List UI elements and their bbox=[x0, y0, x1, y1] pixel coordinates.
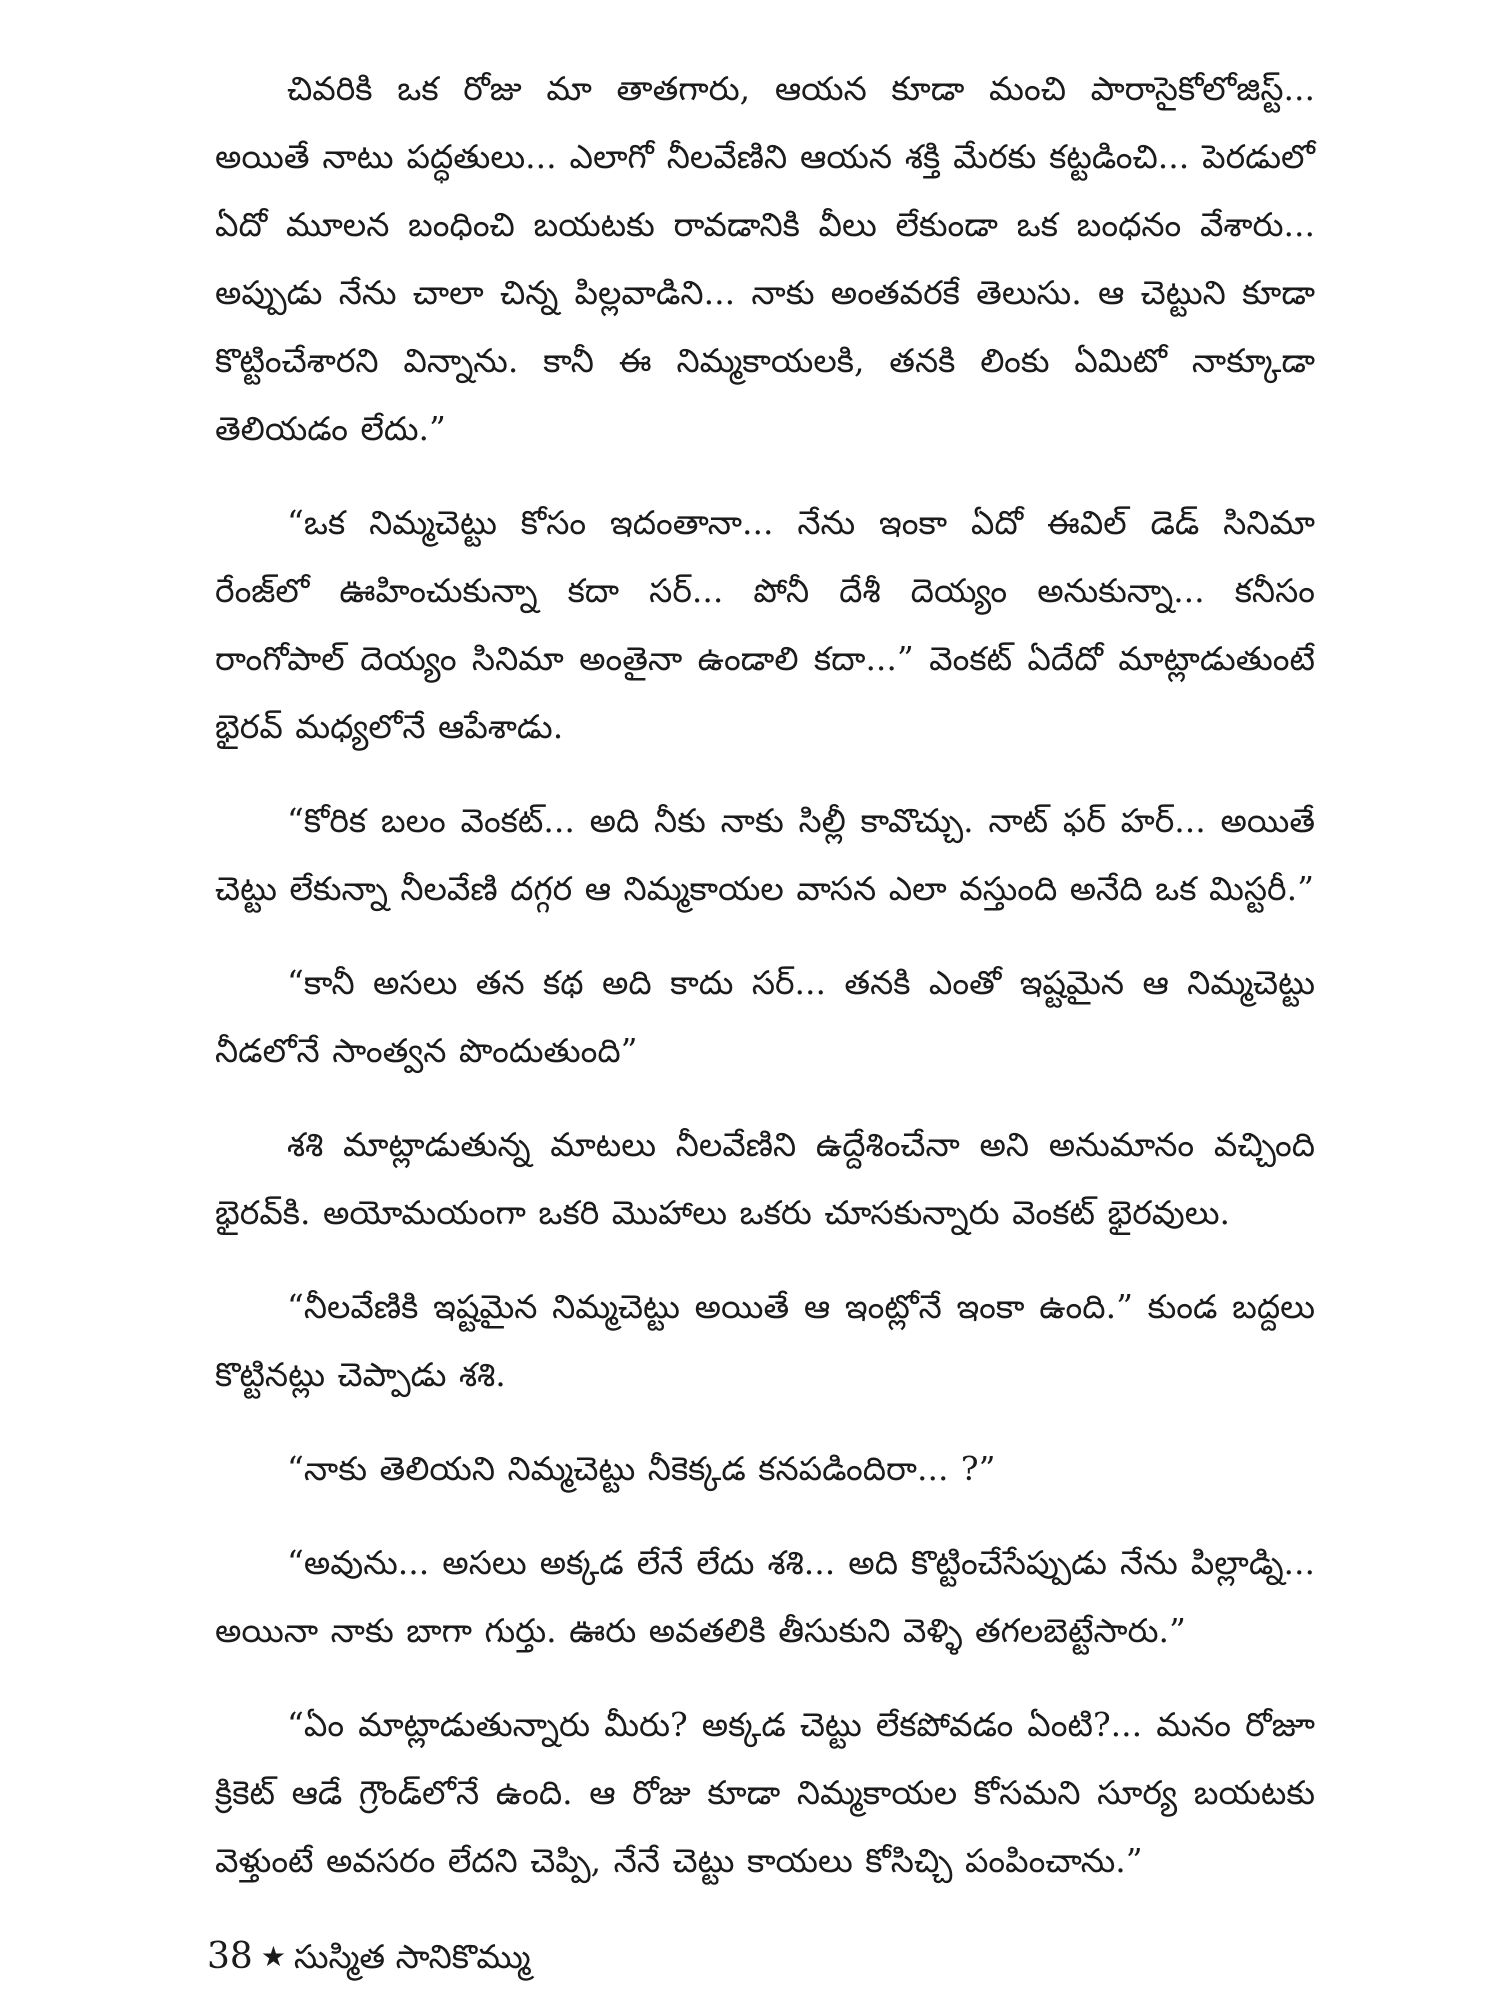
paragraph: “ఒక నిమ్మచెట్టు కోసం ఇదంతానా... నేను ఇంకా ఏదో ఈవిల్ డెడ్ సినిమా రేంజ్‌లో ఊహించుకున్నా కదా సర్... పోనీ దేశీ దెయ్యం అనుకున్నా... కనీసం రాంగోపాల్ దెయ్యం సినిమా అంతైనా ఉండాలి కదా...” వెంకట్ ఏదేదో మాట్లాడుతుంటే భైరవ్ మధ్యలోనే ఆపేశాడు. bbox=[215, 503, 1315, 746]
page-footer bbox=[207, 1935, 531, 1979]
paragraph: “అవును... అసలు అక్కడ లేనే లేదు శశి... అది కొట్టించేసేప్పుడు నేను పిల్లాడ్ని... అయినా నాకు బాగా గుర్తు. ఊరు అవతలికి తీసుకుని వెళ్ళి తగలబెట్టేసారు.” bbox=[215, 1543, 1315, 1650]
page-number: 38 bbox=[207, 1936, 253, 1977]
paragraph: శశి మాట్లాడుతున్న మాటలు నీలవేణిని ఉద్దేశించేనా అని అనుమానం వచ్చింది భైరవ్‌కి. అయోమయంగా ఒకరి మొహాలు ఒకరు చూసకున్నారు వెంకట్ భైరవులు. bbox=[215, 1125, 1315, 1232]
paragraph: “నీలవేణికి ఇష్టమైన నిమ్మచెట్టు అయితే ఆ ఇంట్లోనే ఇంకా ఉంది.” కుండ బద్దలు కొట్టినట్లు చెప్పాడు శశి. bbox=[215, 1287, 1315, 1394]
paragraph: చివరికి ఒక రోజు మా తాతగారు, ఆయన కూడా మంచి పారాసైకోలోజిస్ట్... అయితే నాటు పద్ధతులు... ఎలాగో నీలవేణిని ఆయన శక్తి మేరకు కట్టడించి... పెరడులో ఏదో మూలన బంధించి బయటకు రావడానికి వీలు లేకుండా ఒక బంధనం వేశారు... అప్పుడు నేను చాలా చిన్న పిల్లవాడిని... నాకు అంతవరకే తెలుసు. ఆ చెట్టుని కూడా కొట్టించేశారని విన్నాను. కానీ ఈ నిమ్మకాయలకి, తనకి లింకు ఏమిటో నాక్కూడా తెలియడం లేదు.” bbox=[215, 69, 1315, 448]
paragraph: “కానీ అసలు తన కథ అది కాదు సర్... తనకి ఎంతో ఇష్టమైన ఆ నిమ్మచెట్టు నీడలోనే సాంత్వన పొందుతుంది” bbox=[215, 963, 1315, 1070]
paragraph: “ఏం మాట్లాడుతున్నారు మీరు? అక్కడ చెట్టు లేకపోవడం ఏంటి?... మనం రోజూ క్రికెట్ ఆడే గ్రౌండ్‌లోనే ఉంది. ఆ రోజు కూడా నిమ్మకాయల కోసమని సూర్య బయటకు వెళ్తుంటే అవసరం లేదని చెప్పి, నేనే చెట్టు కాయలు కోసిచ్చి పంపించాను.” bbox=[215, 1705, 1315, 1880]
paragraph: “కోరిక బలం వెంకట్... అది నీకు నాకు సిల్లీ కావొచ్చు. నాట్ ఫర్ హర్... అయితే చెట్టు లేకున్నా నీలవేణి దగ్గర ఆ నిమ్మకాయల వాసన ఎలా వస్తుంది అనేది ఒక మిస్టరీ.” bbox=[215, 801, 1315, 908]
star-icon: ★ bbox=[260, 1940, 286, 1973]
body-text bbox=[215, 55, 1315, 1895]
author-name: సుస్మిత సానికొమ్ము bbox=[293, 1937, 531, 1976]
paragraph: “నాకు తెలియని నిమ్మచెట్టు నీకెక్కడ కనపడిందిరా... ?” bbox=[287, 1449, 996, 1488]
